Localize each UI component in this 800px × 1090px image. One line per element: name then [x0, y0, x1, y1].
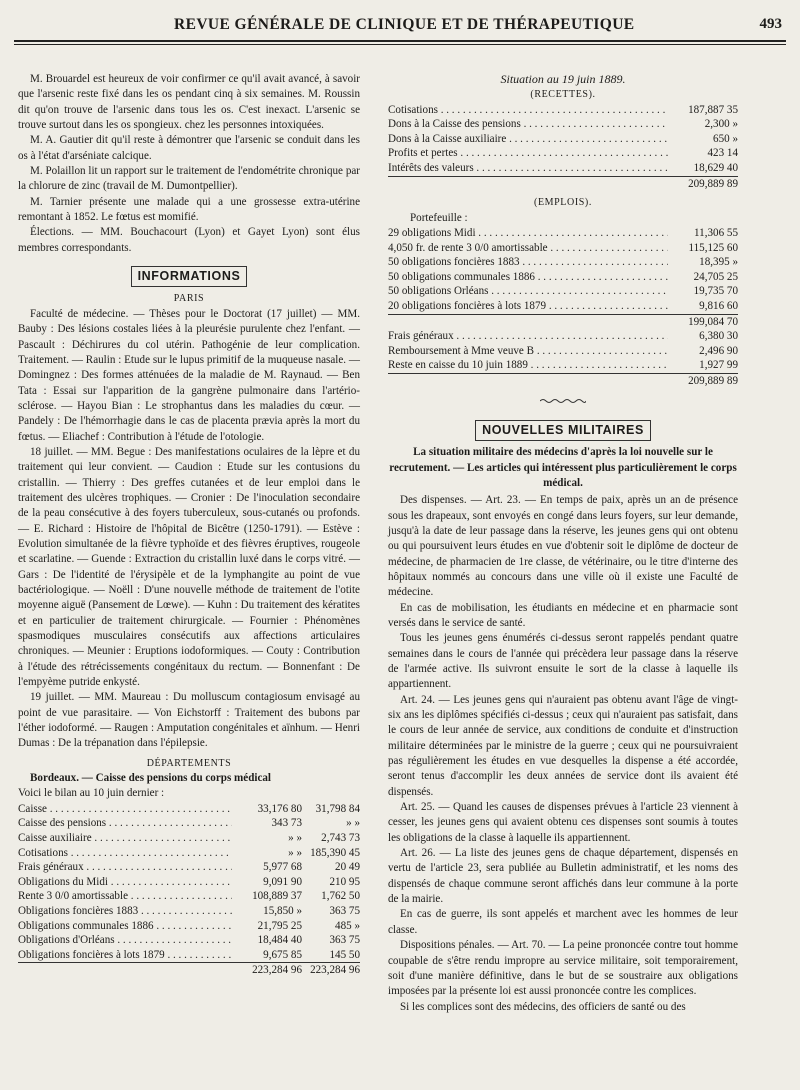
journal-title: REVUE GÉNÉRALE DE CLINIQUE ET DE THÉRAPEUTIQUE	[174, 16, 635, 33]
row-value: 33,176 80	[257, 802, 302, 815]
table-row	[388, 117, 738, 132]
row-value: 187,887 35	[688, 103, 738, 116]
row-value: 185,390 45	[310, 846, 360, 859]
faculte-theses-19-juillet: 19 juillet. — MM. Maureau : Du molluscum contagiosum envisagé au point de vue parasitaire. — Von Eichstorff : Traitement des bubons par l'éther iodoformé. — Raugen : Amputation congénitales et aïnhum. — Henri Dumas : De la trépanation dans l'épilepsie.	[18, 691, 360, 750]
row-label: Caisse . . .	[18, 803, 232, 815]
table-row	[18, 948, 360, 963]
paragraph-tarnier: M. Tarnier présente une malade qui a une grossesse extra-utérine remontant à 1852. Le fœtus est momifié.	[18, 195, 360, 224]
row-label: Obligations foncières à lots 1879 . . .	[18, 949, 232, 961]
right-column	[388, 72, 738, 1015]
table-row	[388, 132, 738, 147]
row-value: 9,091 90	[263, 875, 302, 888]
row-label: Frais généraux . . .	[388, 330, 668, 342]
row-label: Reste en caisse du 10 juin 1889 . . .	[388, 359, 668, 371]
wavy-divider-ornament	[540, 398, 586, 404]
row-value: 145 50	[329, 948, 360, 961]
row-value: 343 73	[271, 817, 302, 830]
row-value: 9,675 85	[263, 948, 302, 961]
paragraph-elections: Élections. — MM. Bouchacourt (Lyon) et Gayet Lyon) sont élus membres correspondants.	[18, 226, 360, 254]
row-value: 24,705 25	[693, 270, 738, 283]
recettes-total-row	[388, 176, 738, 192]
paragraph-dispenses: Des dispenses. — Art. 23. — En temps de paix, après un an de présence sous les drapeaux, sont envoyés en congé dans leurs foyers, sur leur demande, jusqu'à la date de leur passage dans la réserve, les jeunes gens qui ont obtenu ou qui poursuivent leurs études en vue d'obtenir soit le diplôme de docteur de médecine, de pharmacien de 1re classe, de vétérinaire, ou le titre d'interne des hôpitaux nommés au concours dans une ville où il existe une Faculté de médecine.	[388, 494, 738, 599]
row-value: 2,743 73	[321, 832, 360, 844]
row-label: Caisse des pensions . . .	[18, 817, 232, 829]
row-value: 1,762 50	[321, 890, 360, 903]
paragraph-mobilisation: En cas de mobilisation, les étudiants en médecine et en pharmacie sont versés dans le service de santé.	[388, 601, 738, 629]
row-value: » »	[288, 846, 302, 859]
row-label: Caisse auxiliaire . . .	[18, 832, 232, 844]
running-header	[14, 12, 786, 38]
table-row	[388, 255, 738, 270]
header-rule	[14, 40, 786, 42]
table-row	[388, 344, 738, 359]
portefeuille-total-row	[388, 314, 738, 330]
departements-subheading: DÉPARTEMENTS	[146, 757, 232, 769]
paragraph-penales: Dispositions pénales. — Art. 70. — La peine prononcée contre tout homme coupable de s'être rendu impropre au service militaire, soit temporairement, soit d'une manière définitive, dans le but de se soustraire aux obligations imposées par la présente loi est aussi prononcée contre les complices.	[388, 939, 738, 998]
table-row	[388, 358, 738, 373]
table-row	[388, 241, 738, 256]
paragraph-brouardel: M. Brouardel est heureux de voir confirmer ce qu'il avait avancé, à savoir que l'arsenic reste fixé dans les os pendant cinq à six semaines. M. Roussin dit qu'on trouve de l'arsenic dans tous les os. C'est inexact. L'arsenic se trouve surtout dans les os spongieux. chez les personnes intoxiquées.	[18, 73, 360, 132]
portefeuille-label: Portefeuille :	[410, 211, 468, 224]
informations-heading: INFORMATIONS	[131, 266, 248, 287]
row-label: 50 obligations Orléans . . .	[388, 285, 668, 297]
row-value: » »	[346, 817, 360, 830]
nouvelles-heading-box	[388, 420, 738, 441]
paragraph-art26: Art. 26. — La liste des jeunes gens de chaque département, dispensés en vertu de l'article 23, sera publiée au Bulletin administratif, et les noms des dispensés de chaque commune seront affichés dans leur commune à la porte de la mairie.	[388, 847, 738, 906]
row-value: 15,850 »	[263, 904, 302, 917]
paragraph-complices: Si les complices sont des médecins, des officiers de santé ou des	[400, 1000, 686, 1013]
emplois-table	[388, 329, 738, 373]
faculte-theses-17-juillet: Faculté de médecine. — Thèses pour le Doctorat (17 juillet) — MM. Bauby : Des lésions costales liées à la pleurésie purulente chez l'enfant. — Pascault : Déchirures du col utérin. Pathogénie de leur complication. Traitement. — Raulin : Etude sur le lupus primitif de la muqueuse nasale. — Domingnez : Des formes atténuées de la maladie de M. Raynaud. — Ben Tata : Essai sur l'apparition de la gangrène pulmonaire dans l'artério-sclérose. — Hayou Bian : Le strophantus dans les maladies du cœur. — Pandely : De l'hémorrhagie dans le cas de placenta prævia après la mort du fœtus. — Eliachef : Contribution à l'étude de l'otologie.	[18, 307, 360, 443]
row-label: 29 obligations Midi . . .	[388, 227, 668, 239]
row-value: 650 »	[713, 132, 738, 145]
paragraph-tous: Tous les jeunes gens énumérés ci-dessus seront rappelés pendant quatre semaines dans le cours de l'année qui précèdera leur passage dans la réserve de l'armée active. Ils suivront ensuite le sort de la classe à laquelle ils appartiennent.	[388, 632, 738, 691]
table-row	[18, 889, 360, 904]
row-value: 31,798 84	[315, 802, 360, 815]
row-value: 19,735 70	[693, 285, 738, 298]
table-row	[18, 846, 360, 861]
bordeaux-heading: Bordeaux. — Caisse des pensions du corps médical	[30, 772, 272, 785]
table-row	[18, 831, 360, 846]
bilan-table	[18, 802, 360, 978]
row-label: Cotisations . . .	[18, 847, 232, 859]
bilan-total-a: 223,284 96	[232, 963, 302, 978]
table-row	[18, 860, 360, 875]
row-label: 20 obligations foncières à lots 1879 . . .	[388, 300, 668, 312]
table-row	[18, 875, 360, 890]
row-label: Intérêts des valeurs . . .	[388, 162, 668, 174]
paragraph-gautier: M. A. Gautier dit qu'il reste à démontrer que l'arsenic se conduit dans les os à l'état d'arséniate calcique.	[18, 134, 360, 162]
nouvelles-militaires-heading: NOUVELLES MILITAIRES	[475, 420, 651, 441]
page-number: 493	[759, 16, 782, 32]
faculte-theses-18-juillet: 18 juillet. — MM. Begue : Des manifestations oculaires de la lèpre et du traitement qui leur convient. — Caudion : Etude sur les contusions du cristallin. — Thierry : Des greffes cutanées et de leur emploi dans le traitement des ulcères trophiques. — Cronier : De l'inoculation secondaire de la peau consécutive à des foyers tuberculeux, sous-cutanés ou profonds. — E. Richard : Histoire de l'hôpital de Bicêtre (1250-1791). — Estève : Evolution simultanée de la fièvre typhoïde et des fièvres éruptives, rougeole et scarlatine. — Guende : Extraction du cristallin luxé dans le corps vitré. — Gars : De l'identité de l'érysipèle et de la lymphangite au point de vue bactériologique. — Noëll : D'une nouvelle méthode de traitement de l'otite moyenne aiguë (Pansement de Lœwe). — Kuhn : Du traitement des kératites et en particulier de traitement chirurgicale. — Fournier : Phénomènes spasmodiques musculaires consécutifs aux affections articulaires chroniques. — Meunier : Eruptions iodoformiques. — Couty : Contribution à l'étude des rétrécissements congénitaux du rectum. — Bonnenfant : De l'empyème putride enkysté.	[18, 445, 360, 689]
paragraph-guerre: En cas de guerre, ils sont appelés et marchent avec les hommes de leur classe.	[388, 908, 738, 936]
bilan-total-b: 223,284 96	[302, 963, 360, 978]
row-value: 5,977 68	[263, 861, 302, 874]
row-value: 20 49	[335, 861, 360, 874]
recettes-total: 209,889 89	[668, 176, 738, 191]
row-label: Obligations du Midi . . .	[18, 876, 232, 888]
row-value: 2,496 90	[699, 344, 738, 357]
row-value: 6,380 30	[699, 330, 738, 343]
table-row	[388, 226, 738, 241]
row-value: 9,816 60	[699, 299, 738, 312]
left-column	[18, 72, 360, 978]
row-label: Obligations communales 1886 . . .	[18, 920, 232, 932]
row-label: Dons à la Caisse auxiliaire . . .	[388, 133, 668, 145]
situation-title: Situation au 19 juin 1889.	[500, 72, 626, 86]
row-value: 21,795 25	[257, 919, 302, 932]
table-row	[388, 299, 738, 314]
table-row	[388, 329, 738, 344]
row-value: 210 95	[329, 875, 360, 888]
recettes-table	[388, 103, 738, 176]
portefeuille-table	[388, 226, 738, 314]
row-value: 18,629 40	[693, 162, 738, 175]
emplois-total-row	[388, 373, 738, 389]
paragraph-polaillon: M. Polaillon lit un rapport sur le traitement de l'endométrite chronique par la chlorure de zinc (travail de M. Dumontpellier).	[18, 165, 360, 193]
situation-militaire-heading: La situation militaire des médecins d'après la loi nouvelle sur le recrutement. — Les articles qui intéressent plus particulièrement le corps médical.	[389, 446, 737, 489]
row-label: Obligations foncières 1883 . . .	[18, 905, 232, 917]
row-value: 485 »	[335, 919, 360, 932]
row-label: Rente 3 0/0 amortissable . . .	[18, 890, 232, 902]
emplois-label: (EMPLOIS).	[534, 197, 592, 209]
table-row	[18, 816, 360, 831]
row-value: 1,927 99	[699, 359, 738, 372]
paragraph-art24: Art. 24. — Les jeunes gens qui n'auraient pas obtenu avant l'âge de vingt-six ans les diplômes spécifiés ci-dessus ; ceux qui n'auraient pas satisfait, dans le cours de leur année de service, aux conditions de conduite et d'instruction militaire déterminées par le ministre de la guerre ; ceux qui ne poursuivraient pas régulièrement les études en vue desquelles la dispense a été accordée, seront tenus d'accomplir les deux années de service dont ils avaient été dispensés.	[388, 693, 738, 798]
portefeuille-total: 199,084 70	[668, 314, 738, 329]
emplois-total: 209,889 89	[668, 373, 738, 388]
wavy-divider	[388, 394, 738, 409]
table-row	[18, 919, 360, 934]
row-value: 2,300 »	[704, 118, 738, 131]
table-row	[388, 103, 738, 118]
row-label: Frais généraux . . .	[18, 861, 232, 873]
table-row	[388, 284, 738, 299]
recettes-label: (RECETTES).	[530, 89, 596, 101]
row-label: Dons à la Caisse des pensions . . .	[388, 118, 668, 130]
table-row	[18, 904, 360, 919]
row-value: 18,484 40	[257, 934, 302, 947]
row-value: 363 75	[329, 934, 360, 947]
bilan-total-row	[18, 963, 360, 978]
paris-subheading: PARIS	[173, 293, 205, 305]
table-row	[18, 802, 360, 817]
bilan-intro: Voici le bilan au 10 juin dernier :	[18, 787, 165, 800]
paragraph-art25: Art. 25. — Quand les causes de dispenses prévues à l'article 23 viennent à cesser, les jeunes gens qui avaient obtenu ces dispenses sont soumis à toutes les obligations de la classe à laquelle ils appartiennent.	[388, 801, 738, 844]
informations-heading-box	[18, 266, 360, 287]
row-value: 108,889 37	[252, 890, 302, 903]
row-value: » »	[288, 832, 302, 844]
row-label: 50 obligations communales 1886 . . .	[388, 271, 668, 283]
row-value: 363 75	[329, 904, 360, 917]
row-label: 50 obligations foncières 1883 . . .	[388, 256, 668, 268]
table-row	[388, 161, 738, 176]
row-value: 11,306 55	[694, 226, 738, 239]
row-value: 423 14	[707, 147, 738, 160]
table-row	[388, 146, 738, 161]
row-label: Cotisations . . .	[388, 104, 668, 116]
row-label: 4,050 fr. de rente 3 0/0 amortissable . . .	[388, 242, 668, 254]
row-label: Obligations d'Orléans . . .	[18, 934, 232, 946]
table-row	[18, 933, 360, 948]
row-label: Profits et pertes . . .	[388, 147, 668, 159]
header-rule-thin	[14, 44, 786, 45]
row-value: 18,395 »	[699, 256, 738, 269]
row-label: Remboursement à Mme veuve B . . .	[388, 345, 668, 357]
table-row	[388, 270, 738, 285]
row-value: 115,125 60	[688, 241, 738, 254]
